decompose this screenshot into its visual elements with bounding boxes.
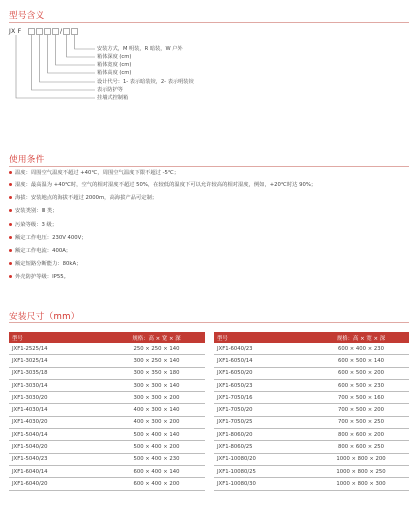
table-row (9, 404, 205, 416)
code-box-5 (64, 29, 70, 35)
install-size-divider (9, 322, 409, 323)
legend-protection: 表示防护等 (97, 87, 123, 93)
bullet-icon (9, 183, 12, 186)
bullet-icon (9, 249, 12, 252)
model-code-prefix: JX F (9, 28, 22, 35)
spec-cell: 300 × 300 × 140 (108, 379, 205, 391)
condition-temperature: 温度：周围空气温度不超过 +40℃，周围空气温度下限不超过 -5℃； (9, 170, 179, 177)
legend-depth: 箱体深度 (cm) (97, 54, 132, 60)
spec-cell: 600 × 400 × 230 (313, 343, 409, 355)
spec-cell: 600 × 500 × 230 (313, 379, 409, 391)
spec-cell: 500 × 400 × 200 (108, 441, 205, 453)
legend-install-mode: 安装方式，M 明装，R 暗装，W 户外 (97, 46, 183, 52)
table-row (9, 478, 205, 490)
bullet-icon (9, 196, 12, 199)
table-row (9, 441, 205, 453)
legend-width: 箱体宽度 (cm) (97, 62, 132, 68)
conditions-title: 使用条件 (9, 155, 45, 165)
code-box-3 (45, 29, 51, 35)
model-cell: JXF1-3035/18 (9, 367, 108, 379)
spec-cell: 300 × 250 × 140 (108, 355, 205, 367)
size-table-left-header (9, 332, 205, 343)
table-row (9, 367, 205, 379)
model-cell: JXF1-10080/20 (214, 453, 313, 465)
condition-altitude: 海拔：安装地点的海拔不超过 2000m，高海拔产品可定制； (9, 195, 157, 202)
header-model: 型号 (214, 332, 313, 343)
table-row (214, 343, 409, 355)
leader-height (48, 35, 96, 73)
leader-install (75, 35, 96, 49)
spec-cell: 700 × 500 × 160 (313, 392, 409, 404)
model-cell: JXF1-3030/14 (9, 379, 108, 391)
model-cell: JXF1-2525/14 (9, 343, 108, 355)
model-cell: JXF1-5040/23 (9, 453, 108, 465)
bullet-icon (9, 262, 12, 265)
spec-cell: 600 × 400 × 200 (108, 478, 205, 490)
model-cell: JXF1-3025/14 (9, 355, 108, 367)
condition-rated-current: 额定工作电流：400A； (9, 248, 71, 255)
condition-install-category: 安装类别：Ⅲ 类； (9, 208, 57, 215)
spec-cell: 300 × 350 × 180 (108, 367, 205, 379)
model-cell: JXF1-4030/14 (9, 404, 108, 416)
model-cell: JXF1-6040/14 (9, 465, 108, 477)
model-code-diagram (0, 0, 417, 130)
model-code-slash: / (60, 28, 63, 35)
condition-rated-voltage: 额定工作电压：230V 400V； (9, 235, 87, 242)
spec-cell: 800 × 600 × 250 (313, 441, 409, 453)
spec-cell: 800 × 600 × 200 (313, 429, 409, 441)
spec-cell: 500 × 400 × 140 (108, 429, 205, 441)
condition-ip-rating: 外壳防护等级：IP55。 (9, 274, 69, 281)
spec-cell: 1000 × 800 × 200 (313, 453, 409, 465)
table-row (214, 453, 409, 465)
size-table-left (9, 332, 205, 491)
model-cell: JXF1-3030/20 (9, 392, 108, 404)
legend-design-code: 设计代号：1- 表示暗装铰，2- 表示明装铰 (97, 79, 194, 85)
table-row (9, 379, 205, 391)
size-table-right (214, 332, 409, 491)
bullet-icon (9, 171, 12, 174)
model-cell: JXF1-6050/14 (214, 355, 313, 367)
leader-design (40, 35, 96, 82)
model-cell: JXF1-6040/20 (9, 478, 108, 490)
table-row (214, 478, 409, 490)
spec-cell: 600 × 500 × 140 (313, 355, 409, 367)
header-spec: 规格：高 × 宽 × 深 (313, 332, 409, 343)
bullet-icon (9, 223, 12, 226)
model-cell: JXF1-10080/25 (214, 465, 313, 477)
table-row (214, 404, 409, 416)
model-cell: JXF1-4030/20 (9, 416, 108, 428)
spec-cell: 300 × 300 × 200 (108, 392, 205, 404)
model-cell: JXF1-6040/23 (214, 343, 313, 355)
code-box-6 (72, 29, 78, 35)
model-cell: JXF1-6050/23 (214, 379, 313, 391)
spec-cell: 500 × 400 × 230 (108, 453, 205, 465)
spec-cell: 600 × 400 × 140 (108, 465, 205, 477)
model-cell: JXF1-7050/16 (214, 392, 313, 404)
code-box-1 (29, 29, 35, 35)
table-row (214, 416, 409, 428)
leader-depth (67, 35, 96, 57)
model-meaning-title: 型号含义 (9, 11, 45, 21)
spec-cell: 1000 × 800 × 300 (313, 478, 409, 490)
table-row (214, 429, 409, 441)
model-cell: JXF1-8060/25 (214, 441, 313, 453)
model-cell: JXF1-5040/14 (9, 429, 108, 441)
spec-cell: 600 × 500 × 200 (313, 367, 409, 379)
table-row (9, 416, 205, 428)
header-model: 型号 (9, 332, 108, 343)
model-cell: JXF1-7050/25 (214, 416, 313, 428)
legend-height: 箱体高度 (cm) (97, 70, 132, 76)
spec-cell: 400 × 300 × 140 (108, 404, 205, 416)
condition-breaking-capacity: 额定短路分断能力：80kA； (9, 261, 81, 268)
table-row (214, 379, 409, 391)
spec-cell: 700 × 500 × 250 (313, 416, 409, 428)
table-row (214, 441, 409, 453)
spec-cell: 400 × 300 × 200 (108, 416, 205, 428)
table-row (9, 453, 205, 465)
model-cell: JXF1-7050/20 (214, 404, 313, 416)
install-size-title: 安装尺寸（mm） (9, 312, 80, 322)
condition-pollution: 污染等级：3 级； (9, 222, 57, 229)
table-row (9, 392, 205, 404)
size-table-right-header (214, 332, 409, 343)
spec-cell: 700 × 500 × 200 (313, 404, 409, 416)
model-cell: JXF1-10080/30 (214, 478, 313, 490)
table-row (9, 355, 205, 367)
table-row (214, 355, 409, 367)
leader-width (56, 35, 96, 65)
spec-cell: 250 × 250 × 140 (108, 343, 205, 355)
table-row (9, 465, 205, 477)
model-cell: JXF1-8060/20 (214, 429, 313, 441)
header-spec: 规格：高 × 宽 × 深 (108, 332, 205, 343)
bullet-icon (9, 209, 12, 212)
legend-wall-box: 挂墙式控制箱 (97, 95, 129, 101)
bullet-icon (9, 275, 12, 278)
table-row (214, 392, 409, 404)
table-row (214, 367, 409, 379)
code-box-2 (37, 29, 43, 35)
table-row (9, 429, 205, 441)
table-row (9, 343, 205, 355)
model-cell: JXF1-6050/20 (214, 367, 313, 379)
model-cell: JXF1-5040/20 (9, 441, 108, 453)
bullet-icon (9, 236, 12, 239)
table-row (214, 465, 409, 477)
condition-humidity: 湿度：最高温为 +40℃时，空气的相对湿度不超过 50%，在较低的温度下可以允许较高的相对湿度，例如，+20℃时达 90%； (9, 182, 316, 189)
conditions-divider (9, 166, 409, 167)
spec-cell: 1000 × 800 × 250 (313, 465, 409, 477)
code-box-4 (53, 29, 59, 35)
